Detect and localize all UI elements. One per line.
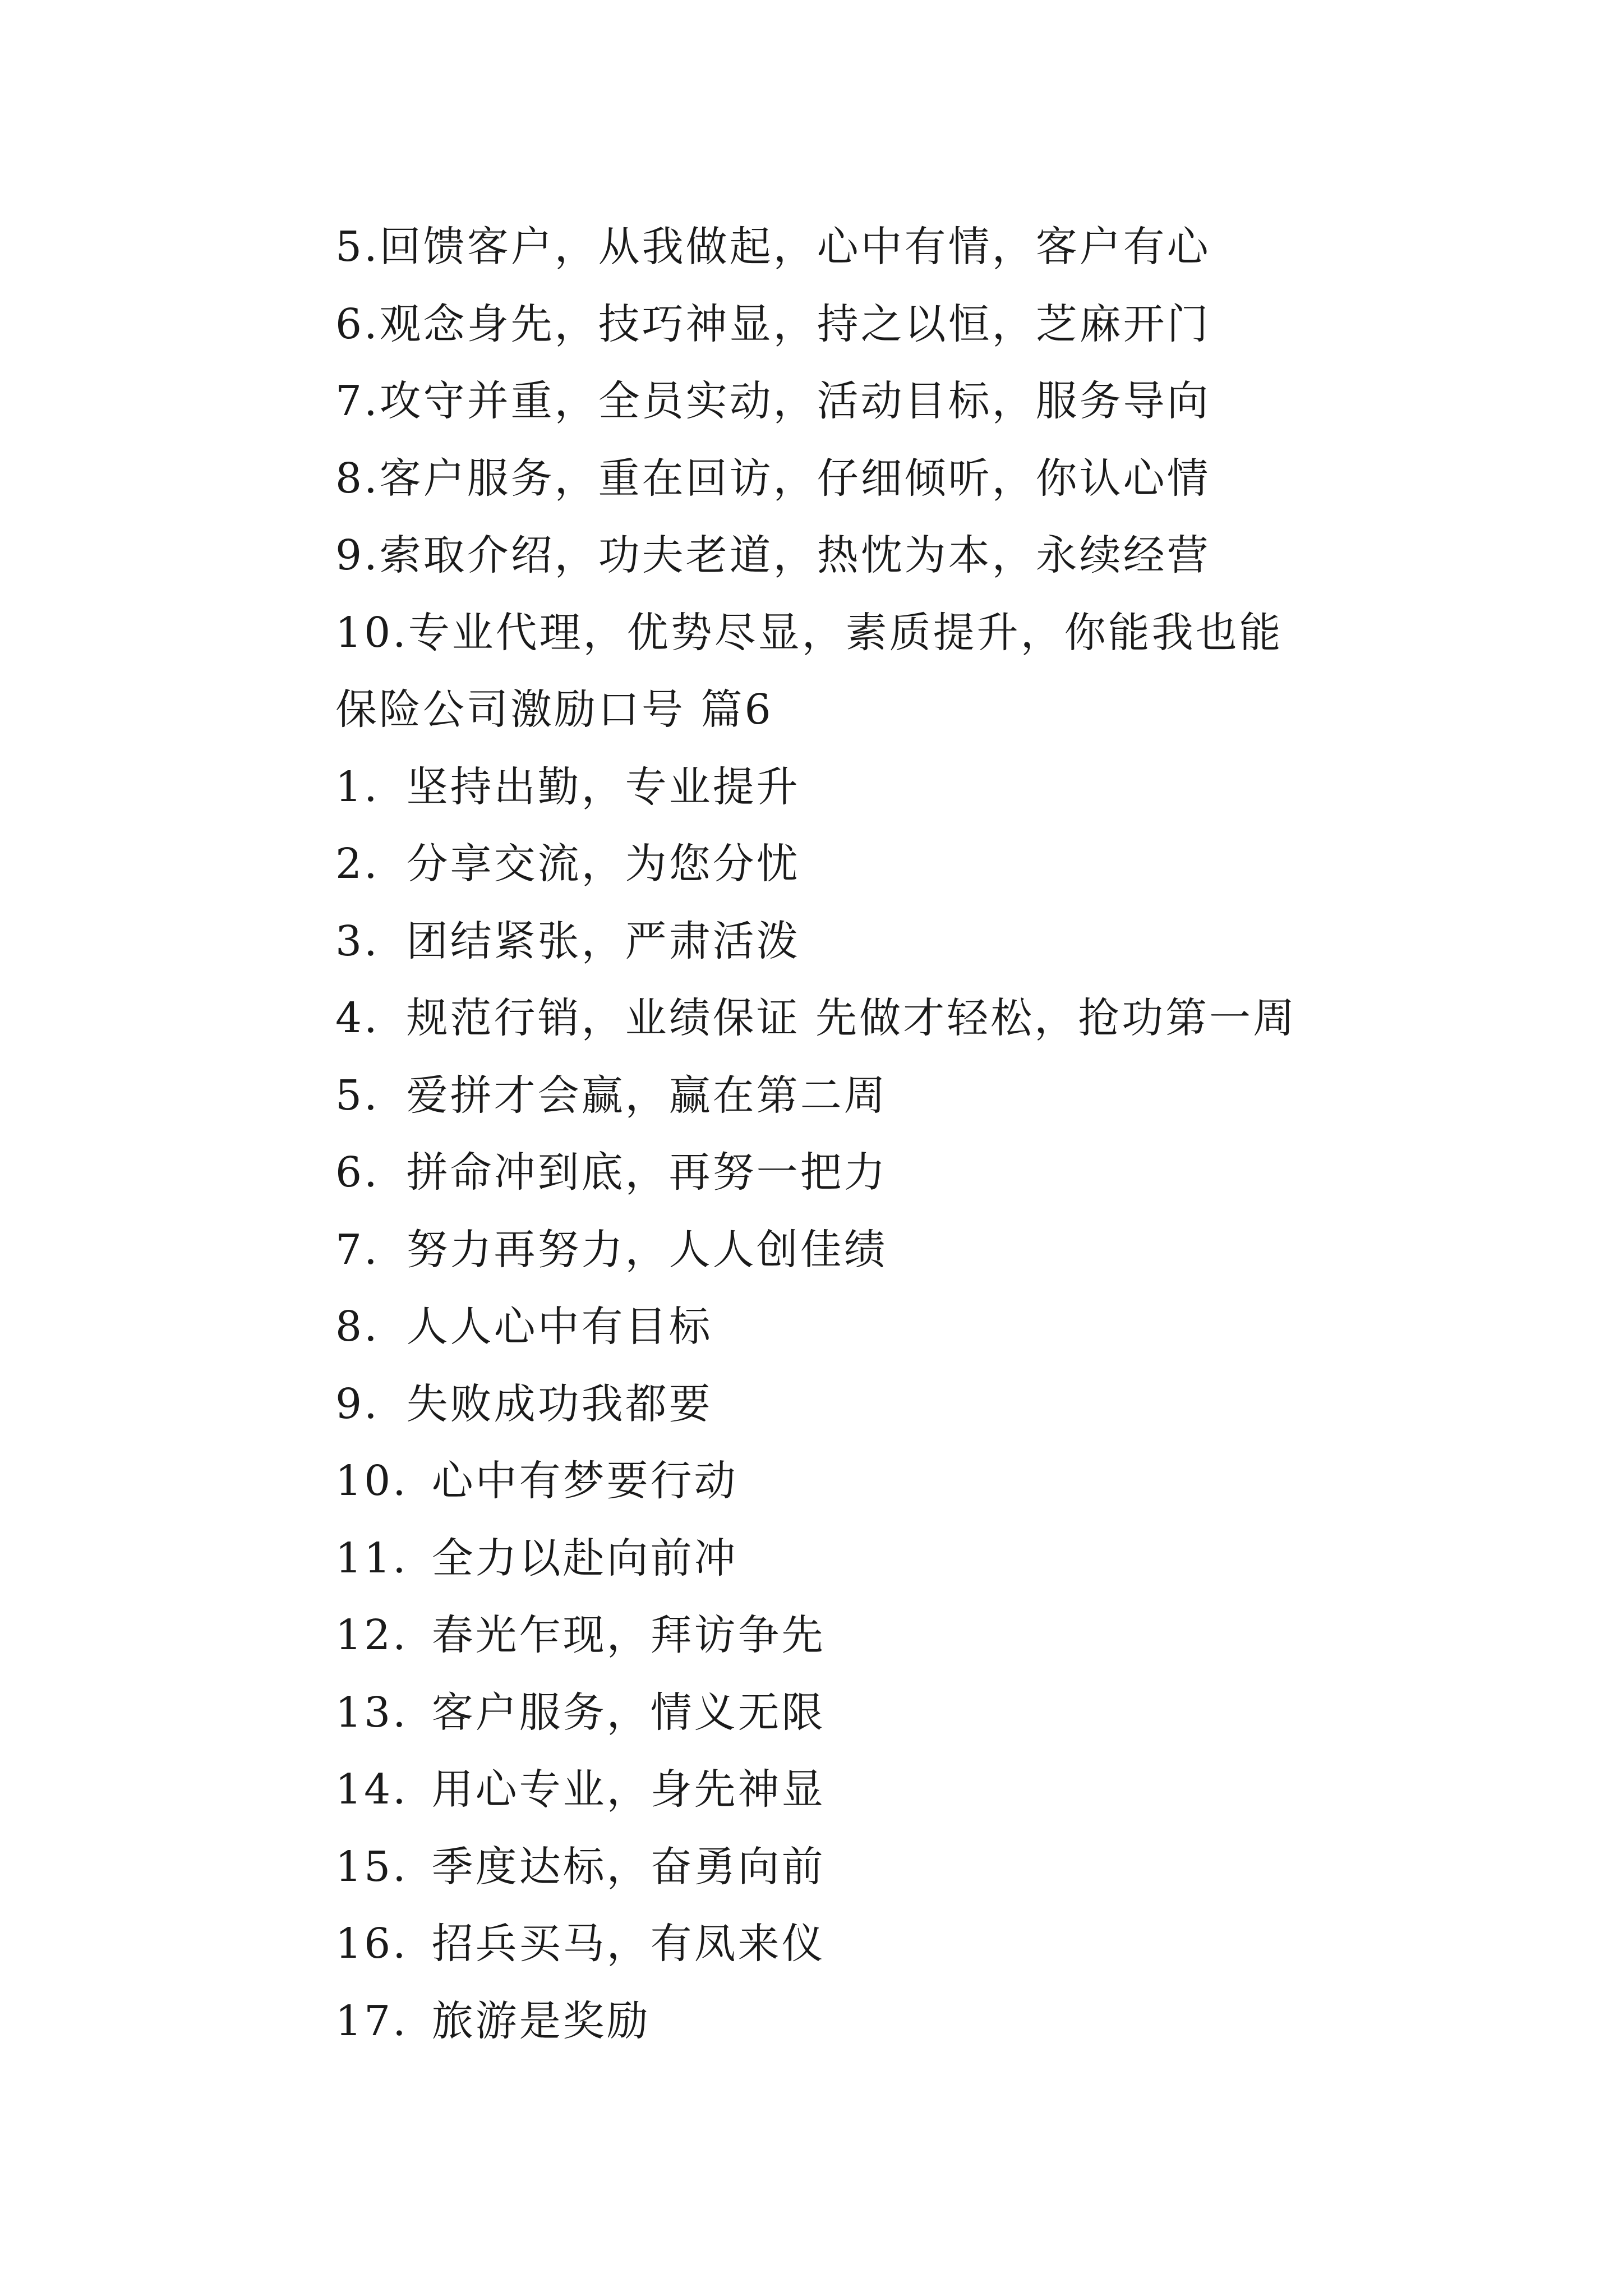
list-item bbox=[335, 903, 1513, 981]
item-number: 7. bbox=[335, 377, 380, 425]
item-number: 6. bbox=[335, 1148, 380, 1197]
item-text: 季度达标，奋勇向前 bbox=[431, 1842, 826, 1891]
list-item bbox=[335, 826, 1513, 903]
item-number: 1. bbox=[335, 762, 380, 811]
list-item bbox=[335, 1289, 1513, 1366]
item-number: 5. bbox=[335, 1071, 380, 1120]
list-item bbox=[335, 1134, 1513, 1212]
item-number: 6. bbox=[335, 300, 380, 348]
item-text: 招兵买马，有凤来仪 bbox=[431, 1920, 826, 1968]
item-number: 8. bbox=[335, 454, 380, 503]
list-item bbox=[335, 1520, 1513, 1598]
list-item bbox=[335, 363, 1513, 440]
list-item bbox=[335, 1829, 1513, 1906]
item-text: 团结紧张，严肃活泼 bbox=[406, 917, 800, 965]
list-item bbox=[335, 980, 1513, 1057]
item-text: 索取介绍，功夫老道，热忱为本，永续经营 bbox=[379, 531, 1211, 579]
document-body bbox=[335, 209, 1513, 2060]
item-number: 10. bbox=[335, 608, 408, 657]
item-text: 春光乍现，拜访争先 bbox=[431, 1611, 826, 1659]
item-text: 回馈客户，从我做起，心中有情，客户有心 bbox=[379, 223, 1211, 271]
item-text: 人人心中有目标 bbox=[406, 1303, 713, 1351]
item-number: 3. bbox=[335, 917, 380, 965]
item-text: 心中有梦要行动 bbox=[431, 1457, 738, 1505]
item-number: 17. bbox=[335, 1996, 408, 2045]
item-text: 分享交流，为您分忧 bbox=[406, 840, 800, 888]
list-item bbox=[335, 209, 1513, 286]
item-number: 12. bbox=[335, 1611, 408, 1659]
item-text: 努力再努力，人人创佳绩 bbox=[406, 1225, 888, 1274]
list-item bbox=[335, 1212, 1513, 1289]
list-item bbox=[335, 1906, 1513, 1983]
list-item bbox=[335, 517, 1513, 595]
item-text: 失败成功我都要 bbox=[406, 1379, 713, 1428]
list-item bbox=[335, 1983, 1513, 2060]
item-number: 9. bbox=[335, 531, 380, 579]
item-text: 拼命冲到底，再努一把力 bbox=[406, 1148, 888, 1197]
item-text: 规范行销，业绩保证 先做才轻松，抢功第一周 bbox=[406, 994, 1297, 1042]
item-text: 客户服务，情义无限 bbox=[431, 1688, 826, 1737]
item-text: 客户服务，重在回访，仔细倾听，你认心情 bbox=[379, 454, 1211, 503]
list-item bbox=[335, 1443, 1513, 1520]
list-item bbox=[335, 1674, 1513, 1752]
item-number: 5. bbox=[335, 223, 380, 271]
list-item bbox=[335, 286, 1513, 364]
item-number: 9. bbox=[335, 1379, 380, 1428]
list-item bbox=[335, 1366, 1513, 1443]
item-number: 8. bbox=[335, 1303, 380, 1351]
list-item bbox=[335, 1751, 1513, 1829]
item-number: 16. bbox=[335, 1920, 408, 1968]
item-text: 观念身先，技巧神显，持之以恒，芝麻开门 bbox=[379, 300, 1211, 348]
item-number: 2. bbox=[335, 840, 380, 888]
item-text: 用心专业，身先神显 bbox=[431, 1765, 826, 1814]
list-item bbox=[335, 595, 1513, 672]
list-item bbox=[335, 440, 1513, 518]
item-text: 坚持出勤，专业提升 bbox=[406, 762, 800, 811]
item-text: 攻守并重，全员实动，活动目标，服务导向 bbox=[379, 377, 1211, 425]
item-number: 11. bbox=[335, 1534, 408, 1582]
item-number: 7. bbox=[335, 1225, 380, 1274]
item-number: 4. bbox=[335, 994, 380, 1042]
list-item bbox=[335, 1057, 1513, 1135]
section-heading: 保险公司激励口号 篇6 bbox=[335, 685, 773, 734]
item-number: 15. bbox=[335, 1842, 408, 1891]
item-number: 14. bbox=[335, 1765, 408, 1814]
list-item bbox=[335, 1597, 1513, 1674]
list-item bbox=[335, 749, 1513, 826]
item-text: 爱拼才会赢，赢在第二周 bbox=[406, 1071, 888, 1120]
item-number: 13. bbox=[335, 1688, 408, 1737]
item-number: 10. bbox=[335, 1457, 408, 1505]
item-text: 全力以赴向前冲 bbox=[431, 1534, 738, 1582]
item-text: 专业代理，优势尽显，素质提升，你能我也能 bbox=[408, 608, 1283, 657]
item-text: 旅游是奖励 bbox=[431, 1996, 651, 2045]
